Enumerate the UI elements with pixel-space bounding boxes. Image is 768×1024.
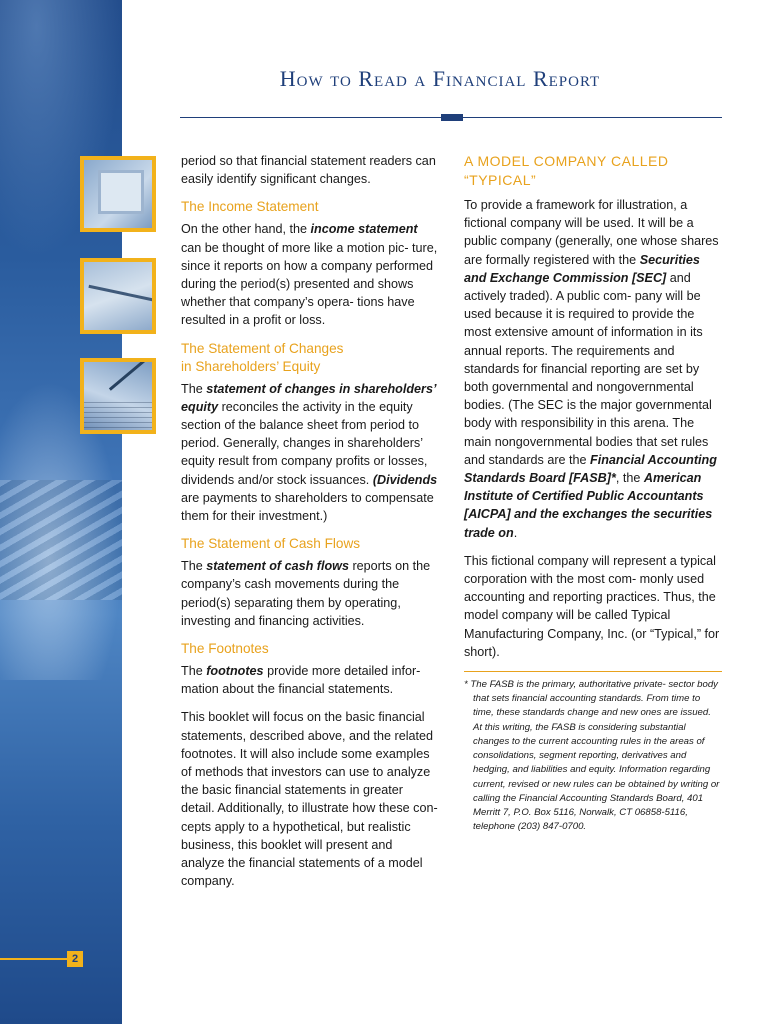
text-run: To provide a framework for illustration, a fictional company will be used. It will be a public company (generally, one whose shares are formally registered with the [464,198,719,267]
fasb-footnote: * The FASB is the primary, authoritative private- sector body that sets financial accounting standards. From time to time, these standards change and new ones are issued. At this writing, the FASB is considering substantial changes to the current accounting rules in the areas of consolidations, segment reporting, derivatives and hedging, and liabilities and equity. Information regarding current, revised or new rules can be obtained by writing or calling the Financial Accounting Standards Board, 401 Merritt 7, P.O. Box 5116, Norwalk, CT 06858-5116, telephone (203) 847-0700. [464,679,720,833]
model-company-heading: A MODEL COMPANY CALLED “TYPICAL” [464,153,669,188]
pen-on-stock-listing-photo [80,358,156,434]
heading-line: The Statement of Changes [181,340,344,356]
cash-flows-paragraph [181,557,439,630]
pen-on-paper-photo [80,258,156,334]
text-run: . [513,525,518,540]
framework-paragraph [464,196,722,542]
income-statement-paragraph [181,220,439,329]
term-dividends: (Dividends [372,472,438,487]
text-run: The [181,381,207,396]
footnotes-heading: The Footnotes [181,641,269,657]
closing-paragraph: This booklet will focus on the basic financial statements, described above, and the related footnotes. It will also include some examples of methods that investors can use to analyze the basic financial statements in greater detail. Additionally, to illustrate how these con- cepts apply to a hypothetical, but realistic business, this booklet will present and analyze the financial statements of a model company. [181,710,438,889]
footnotes-paragraph [181,662,439,698]
text-run: and actively traded). A public com- pany will be used because it is required to provide the most extensive amount of information in its annual reports. The requirements and standards for financial reporting are set by both governmental and nongovernmental bodies. (The SEC is the major governmental body with responsibility in this arena. The main nongovernmental bodies that set rules and standards are the [464,270,712,467]
keyboard-image [0,480,122,600]
term-statement-of-cash-flows: statement of cash flows [206,559,349,574]
term-footnotes: footnotes [206,664,264,679]
page-title: How to Read a Financial Report [279,66,601,91]
heading-line: in Shareholders’ Equity [181,358,321,374]
text-run: The [181,559,207,574]
text-run: can be thought of more like a motion pic- ture, since it reports on how a company performed during the period(s) presented and shows whether that company’s opera- tions have resulted in a profit or loss. [181,240,438,328]
page-number-rule [0,958,67,960]
text-run: provide more detailed infor- mation about the financial statements. [181,664,421,697]
typical-paragraph: This fictional company will represent a typical corporation with the most com- monly used accounting and reporting practices. Thus, the model company will be called Typical Manufacturing Company, Inc. (or “Typical,” for short). [464,553,720,659]
intro-paragraph: period so that financial statement readers can easily identify significant changes. [181,154,436,187]
term-aicpa: American Institute of Certified Public Accountants [AICPA] and the exchanges the securities trade on [464,471,713,540]
equity-paragraph [181,380,439,526]
decorative-side-band [0,0,122,1024]
text-run: reports on the company’s cash movements during the period(s) separating them by operating, investing and financing activities. [181,559,431,628]
footnote-rule [464,671,722,672]
term-sec: Securities and Exchange Commission [SEC] [464,252,700,285]
cash-flows-heading: The Statement of Cash Flows [181,536,361,552]
income-statement-heading: The Income Statement [181,199,319,215]
term-statement-of-changes: statement of changes in shareholders’ equity [181,381,436,414]
text-run: On the other hand, the [181,222,311,237]
title-rule-marker [441,114,463,121]
text-run: are payments to shareholders to compensate them for their investment.) [181,490,434,524]
computer-monitor-photo [80,156,156,232]
term-fasb: Financial Accounting Standards Board [FASB]* [464,452,717,486]
right-text-column [464,152,722,834]
text-run: reconciles the activity in the equity section of the balance sheet from period to period. Generally, changes in shareholders’ equity result from company profits or losses, dividends and/or stock issuances. [181,399,428,487]
equity-heading [181,340,439,376]
left-text-column [181,152,439,901]
term-income-statement: income statement [310,222,418,237]
text-run: The [181,664,207,679]
page-number: 2 [67,951,83,967]
text-run: , the [615,471,644,486]
